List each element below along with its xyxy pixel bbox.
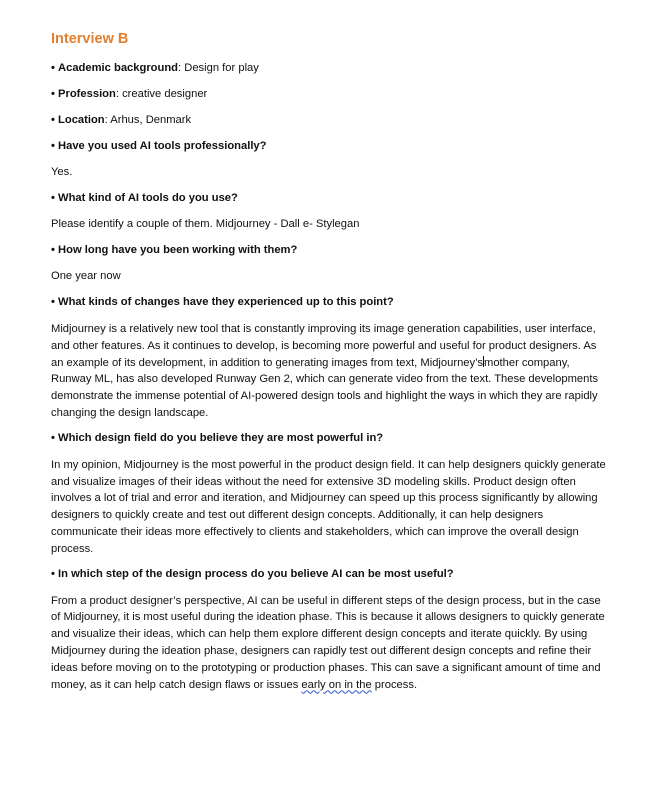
answer-6-part-1: From a product designer’s perspective, AI can be useful in different steps of the design process, but in the case of Midjourney, it is most useful during the ideation phase. This is because it allows designers to quickly generate and visualize their ideas, which can help them explore different design concepts and iterate quickly. By using Midjourney during the ideation phase, designers can rapidly test out different design concepts and refine their ideas before moving on to the prototyping or production phases. This can save a significant amount of time and money, as it can help catch design flaws or issues bbox=[51, 594, 605, 691]
location-line bbox=[51, 113, 607, 127]
question-3: • How long have you been working with them? bbox=[51, 244, 298, 256]
answer-4-part-1: Midjourney is a relatively new tool that is constantly improving its image generation capabilities, user interface, and other features. As it continues to develop, is becoming more powerful and useful for product designers. As an example of its development, in addition to generating images from text, Midjourney’s bbox=[51, 323, 597, 369]
question-5: • Which design field do you believe they are most powerful in? bbox=[51, 431, 384, 444]
question-4: • What kinds of changes have they experienced up to this point? bbox=[51, 296, 394, 308]
document-page bbox=[51, 30, 607, 702]
answer-4 bbox=[51, 321, 607, 422]
profession-label: Profession bbox=[58, 88, 116, 100]
profession-line bbox=[51, 87, 607, 101]
answer-5: In my opinion, Midjourney is the most powerful in the product design field. It can help designers quickly generate and visualize images of their ideas without the need for extensive 3D modeling skills. Product design often involves a lot of trial and error and iteration, and Midjourney can speed up this process significantly by allowing designers to quickly create and test out different design concepts. Additionally, it can help designers communicate their ideas more effectively to clients and stakeholders, which can improve the overall design process. bbox=[51, 458, 606, 555]
answer-2: Please identify a couple of them. Midjourney - Dall e- Stylegan bbox=[51, 218, 360, 230]
location-label: Location bbox=[58, 114, 105, 126]
spellcheck-underlined-text: early on in the bbox=[301, 678, 372, 691]
academic-background-line bbox=[51, 61, 607, 75]
answer-1: Yes. bbox=[51, 166, 73, 178]
academic-background-value: : Design for play bbox=[178, 62, 259, 74]
question-1: • Have you used AI tools professionally? bbox=[51, 140, 267, 152]
question-2: • What kind of AI tools do you use? bbox=[51, 192, 238, 204]
answer-4-part-2: mother company, Runway ML, has also developed Runway Gen 2, which can generate video from the text. These developments demonstrate the immense potential of AI-powered design tools and highlight the ways in which they are rapidly changing the design landscape. bbox=[51, 356, 599, 419]
bullet: • bbox=[51, 88, 55, 100]
location-value: : Arhus, Denmark bbox=[104, 114, 192, 126]
academic-background-label: Academic background bbox=[58, 62, 179, 74]
answer-6 bbox=[51, 593, 607, 694]
bullet: • bbox=[51, 114, 55, 126]
answer-6-part-2: process. bbox=[374, 678, 418, 691]
profession-value: : creative designer bbox=[115, 88, 208, 100]
bullet: • bbox=[51, 62, 55, 74]
question-6: • In which step of the design process do you believe AI can be most useful? bbox=[51, 567, 454, 580]
answer-3: One year now bbox=[51, 270, 121, 282]
document-title: Interview B bbox=[51, 31, 129, 47]
